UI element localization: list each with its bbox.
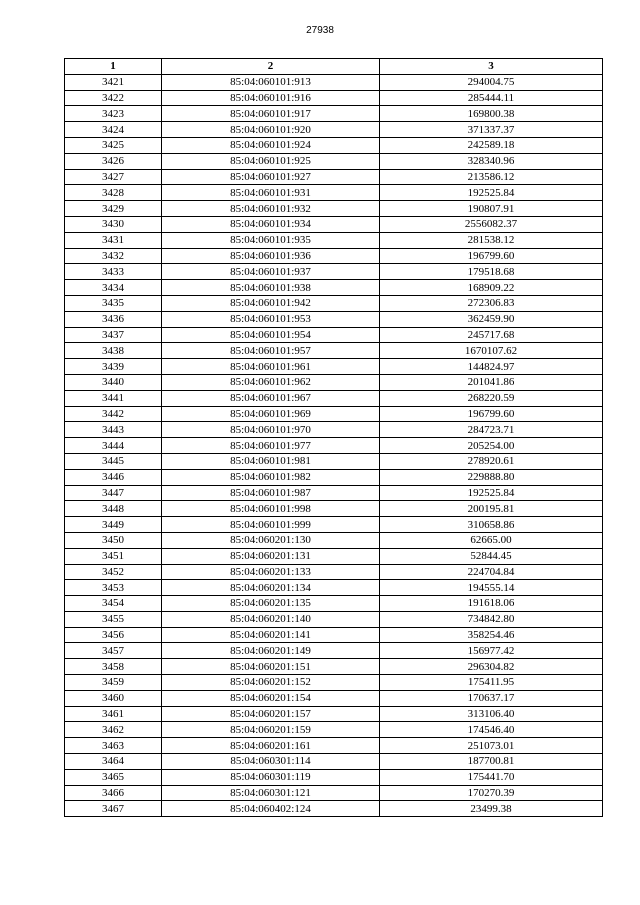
table-row: [65, 627, 603, 643]
table-row: [65, 532, 603, 548]
row-number-cell: 3465: [65, 769, 162, 785]
cadastral-number-cell: 85:04:060101:935: [162, 232, 380, 248]
cadastral-number-cell: 85:04:060101:969: [162, 406, 380, 422]
table-row: [65, 280, 603, 296]
value-cell: 170270.39: [380, 785, 603, 801]
row-number-cell: 3430: [65, 216, 162, 232]
row-number-cell: 3460: [65, 690, 162, 706]
table-row: [65, 690, 603, 706]
table-row: [65, 122, 603, 138]
value-cell: 310658.86: [380, 517, 603, 533]
cadastral-number-cell: 85:04:060101:932: [162, 201, 380, 217]
value-cell: 245717.68: [380, 327, 603, 343]
row-number-cell: 3453: [65, 580, 162, 596]
value-cell: 205254.00: [380, 438, 603, 454]
cadastral-number-cell: 85:04:060101:934: [162, 216, 380, 232]
value-cell: 1670107.62: [380, 343, 603, 359]
table-row: [65, 738, 603, 754]
value-cell: 278920.61: [380, 453, 603, 469]
table-row: [65, 706, 603, 722]
value-cell: 23499.38: [380, 801, 603, 817]
cadastral-number-cell: 85:04:060101:931: [162, 185, 380, 201]
table-row: [65, 517, 603, 533]
value-cell: 187700.81: [380, 754, 603, 770]
cadastral-number-cell: 85:04:060101:938: [162, 280, 380, 296]
table-row: [65, 769, 603, 785]
row-number-cell: 3432: [65, 248, 162, 264]
cadastral-number-cell: 85:04:060201:157: [162, 706, 380, 722]
row-number-cell: 3421: [65, 74, 162, 90]
row-number-cell: 3456: [65, 627, 162, 643]
table-row: [65, 801, 603, 817]
cadastral-number-cell: 85:04:060101:957: [162, 343, 380, 359]
cadastral-number-cell: 85:04:060101:999: [162, 517, 380, 533]
value-cell: 242589.18: [380, 137, 603, 153]
table-row: [65, 74, 603, 90]
value-cell: 179518.68: [380, 264, 603, 280]
row-number-cell: 3422: [65, 90, 162, 106]
table-row: [65, 722, 603, 738]
cadastral-number-cell: 85:04:060201:141: [162, 627, 380, 643]
cadastral-number-cell: 85:04:060101:953: [162, 311, 380, 327]
table-row: [65, 295, 603, 311]
value-cell: 175411.95: [380, 675, 603, 691]
value-cell: 328340.96: [380, 153, 603, 169]
cadastral-number-cell: 85:04:060101:936: [162, 248, 380, 264]
cadastral-number-cell: 85:04:060201:151: [162, 659, 380, 675]
row-number-cell: 3427: [65, 169, 162, 185]
row-number-cell: 3455: [65, 611, 162, 627]
table-row: [65, 611, 603, 627]
cadastral-number-cell: 85:04:060201:135: [162, 596, 380, 612]
value-cell: 194555.14: [380, 580, 603, 596]
row-number-cell: 3450: [65, 532, 162, 548]
value-cell: 175441.70: [380, 769, 603, 785]
cadastral-number-cell: 85:04:060101:924: [162, 137, 380, 153]
cadastral-number-cell: 85:04:060101:962: [162, 374, 380, 390]
row-number-cell: 3461: [65, 706, 162, 722]
page-number: 27938: [306, 25, 334, 36]
row-number-cell: 3424: [65, 122, 162, 138]
table-row: [65, 754, 603, 770]
table-row: [65, 327, 603, 343]
table-row: [65, 153, 603, 169]
value-cell: 251073.01: [380, 738, 603, 754]
table-row: [65, 643, 603, 659]
table-row: [65, 548, 603, 564]
cadastral-number-cell: 85:04:060201:149: [162, 643, 380, 659]
table-row: [65, 406, 603, 422]
value-cell: 296304.82: [380, 659, 603, 675]
table-row: [65, 453, 603, 469]
column-header-1: 1: [65, 59, 162, 75]
cadastral-number-cell: 85:04:060201:152: [162, 675, 380, 691]
table-row: [65, 216, 603, 232]
value-cell: 52844.45: [380, 548, 603, 564]
cadastral-number-cell: 85:04:060201:133: [162, 564, 380, 580]
column-header-2: 2: [162, 59, 380, 75]
row-number-cell: 3431: [65, 232, 162, 248]
value-cell: 734842.80: [380, 611, 603, 627]
table-row: [65, 343, 603, 359]
table-header: [65, 59, 603, 75]
table-row: [65, 264, 603, 280]
cadastral-number-cell: 85:04:060101:982: [162, 469, 380, 485]
row-number-cell: 3442: [65, 406, 162, 422]
cadastral-number-cell: 85:04:060101:917: [162, 106, 380, 122]
row-number-cell: 3438: [65, 343, 162, 359]
value-cell: 284723.71: [380, 422, 603, 438]
table-row: [65, 201, 603, 217]
header-row: [65, 59, 603, 75]
data-table: [64, 58, 603, 817]
cadastral-number-cell: 85:04:060201:161: [162, 738, 380, 754]
value-cell: 62665.00: [380, 532, 603, 548]
row-number-cell: 3435: [65, 295, 162, 311]
value-cell: 196799.60: [380, 406, 603, 422]
table-row: [65, 675, 603, 691]
cadastral-number-cell: 85:04:060101:942: [162, 295, 380, 311]
cadastral-number-cell: 85:04:060101:920: [162, 122, 380, 138]
value-cell: 362459.90: [380, 311, 603, 327]
table-row: [65, 137, 603, 153]
cadastral-number-cell: 85:04:060101:998: [162, 501, 380, 517]
row-number-cell: 3452: [65, 564, 162, 580]
table-row: [65, 232, 603, 248]
table-body: [65, 74, 603, 816]
value-cell: 201041.86: [380, 374, 603, 390]
value-cell: 229888.80: [380, 469, 603, 485]
row-number-cell: 3446: [65, 469, 162, 485]
table-row: [65, 390, 603, 406]
cadastral-number-cell: 85:04:060201:154: [162, 690, 380, 706]
table-row: [65, 311, 603, 327]
row-number-cell: 3458: [65, 659, 162, 675]
cadastral-number-cell: 85:04:060101:981: [162, 453, 380, 469]
row-number-cell: 3467: [65, 801, 162, 817]
table-row: [65, 485, 603, 501]
row-number-cell: 3462: [65, 722, 162, 738]
row-number-cell: 3426: [65, 153, 162, 169]
value-cell: 371337.37: [380, 122, 603, 138]
value-cell: 285444.11: [380, 90, 603, 106]
cadastral-number-cell: 85:04:060101:970: [162, 422, 380, 438]
cadastral-number-cell: 85:04:060101:987: [162, 485, 380, 501]
row-number-cell: 3444: [65, 438, 162, 454]
row-number-cell: 3457: [65, 643, 162, 659]
cadastral-number-cell: 85:04:060201:131: [162, 548, 380, 564]
row-number-cell: 3434: [65, 280, 162, 296]
value-cell: 358254.46: [380, 627, 603, 643]
table-row: [65, 169, 603, 185]
cadastral-number-cell: 85:04:060101:937: [162, 264, 380, 280]
value-cell: 156977.42: [380, 643, 603, 659]
cadastral-number-cell: 85:04:060201:159: [162, 722, 380, 738]
row-number-cell: 3436: [65, 311, 162, 327]
value-cell: 196799.60: [380, 248, 603, 264]
table-row: [65, 374, 603, 390]
value-cell: 170637.17: [380, 690, 603, 706]
value-cell: 281538.12: [380, 232, 603, 248]
value-cell: 169800.38: [380, 106, 603, 122]
cadastral-number-cell: 85:04:060201:140: [162, 611, 380, 627]
row-number-cell: 3441: [65, 390, 162, 406]
cadastral-number-cell: 85:04:060101:925: [162, 153, 380, 169]
row-number-cell: 3429: [65, 201, 162, 217]
table-row: [65, 185, 603, 201]
value-cell: 144824.97: [380, 359, 603, 375]
row-number-cell: 3443: [65, 422, 162, 438]
value-cell: 168909.22: [380, 280, 603, 296]
cadastral-number-cell: 85:04:060101:977: [162, 438, 380, 454]
row-number-cell: 3439: [65, 359, 162, 375]
value-cell: 190807.91: [380, 201, 603, 217]
value-cell: 191618.06: [380, 596, 603, 612]
cadastral-number-cell: 85:04:060101:916: [162, 90, 380, 106]
cadastral-number-cell: 85:04:060101:913: [162, 74, 380, 90]
row-number-cell: 3425: [65, 137, 162, 153]
value-cell: 294004.75: [380, 74, 603, 90]
value-cell: 313106.40: [380, 706, 603, 722]
value-cell: 174546.40: [380, 722, 603, 738]
table-row: [65, 785, 603, 801]
row-number-cell: 3445: [65, 453, 162, 469]
row-number-cell: 3440: [65, 374, 162, 390]
table-row: [65, 359, 603, 375]
value-cell: 192525.84: [380, 485, 603, 501]
table-row: [65, 501, 603, 517]
cadastral-number-cell: 85:04:060301:121: [162, 785, 380, 801]
table-row: [65, 659, 603, 675]
row-number-cell: 3428: [65, 185, 162, 201]
row-number-cell: 3451: [65, 548, 162, 564]
row-number-cell: 3449: [65, 517, 162, 533]
value-cell: 200195.81: [380, 501, 603, 517]
value-cell: 272306.83: [380, 295, 603, 311]
row-number-cell: 3463: [65, 738, 162, 754]
table-row: [65, 596, 603, 612]
row-number-cell: 3437: [65, 327, 162, 343]
table-row: [65, 106, 603, 122]
cadastral-number-cell: 85:04:060201:130: [162, 532, 380, 548]
table-row: [65, 422, 603, 438]
cadastral-number-cell: 85:04:060101:961: [162, 359, 380, 375]
row-number-cell: 3466: [65, 785, 162, 801]
row-number-cell: 3447: [65, 485, 162, 501]
cadastral-number-cell: 85:04:060201:134: [162, 580, 380, 596]
row-number-cell: 3454: [65, 596, 162, 612]
value-cell: 213586.12: [380, 169, 603, 185]
row-number-cell: 3433: [65, 264, 162, 280]
value-cell: 224704.84: [380, 564, 603, 580]
cadastral-number-cell: 85:04:060301:114: [162, 754, 380, 770]
table-row: [65, 564, 603, 580]
column-header-3: 3: [380, 59, 603, 75]
table-row: [65, 90, 603, 106]
row-number-cell: 3448: [65, 501, 162, 517]
value-cell: 192525.84: [380, 185, 603, 201]
table-row: [65, 469, 603, 485]
row-number-cell: 3464: [65, 754, 162, 770]
table-row: [65, 580, 603, 596]
table-row: [65, 248, 603, 264]
cadastral-number-cell: 85:04:060101:927: [162, 169, 380, 185]
row-number-cell: 3459: [65, 675, 162, 691]
value-cell: 268220.59: [380, 390, 603, 406]
cadastral-number-cell: 85:04:060402:124: [162, 801, 380, 817]
cadastral-number-cell: 85:04:060301:119: [162, 769, 380, 785]
row-number-cell: 3423: [65, 106, 162, 122]
cadastral-number-cell: 85:04:060101:954: [162, 327, 380, 343]
value-cell: 2556082.37: [380, 216, 603, 232]
cadastral-number-cell: 85:04:060101:967: [162, 390, 380, 406]
table-row: [65, 438, 603, 454]
